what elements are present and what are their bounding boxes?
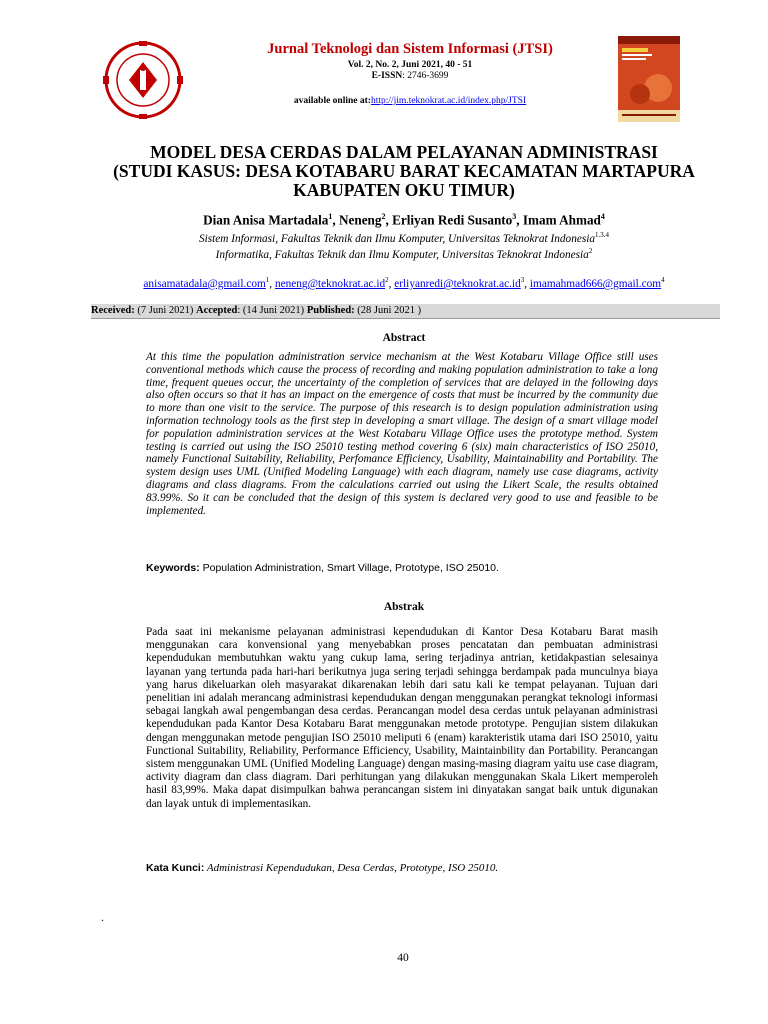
author-index: 3: [512, 212, 517, 221]
journal-name: Jurnal Teknologi dan Sistem Informasi (JTSI): [267, 41, 553, 57]
kata-kunci-label: Kata Kunci:: [146, 862, 205, 874]
author-name: Imam Ahmad: [522, 212, 601, 228]
author-list: Dian Anisa Martadala$^1$, Neneng$^2$, Erliyan Redi Susanto$^3$, Imam Ahmad$^4$: [203, 212, 605, 228]
journal-availability: [230, 96, 590, 106]
accepted-date: : (14 Juni 2021): [237, 305, 307, 316]
abstract-heading: Abstract: [382, 332, 426, 344]
journal-eissn: E-ISSN: 2746-3699: [371, 71, 449, 81]
article-title: [70, 143, 738, 200]
submission-dates-bar: [91, 304, 720, 319]
author-index: 2: [381, 212, 386, 221]
email-link[interactable]: erliyanredi@teknokrat.ac.id: [394, 277, 521, 290]
available-label: available online at:: [293, 96, 371, 106]
published-label: Published:: [306, 305, 355, 316]
received-label: Received:: [91, 305, 135, 316]
author-index: 1: [328, 212, 333, 221]
email-link[interactable]: imamahmad666@gmail.com: [529, 277, 662, 290]
email-link[interactable]: anisamatadala@gmail.com: [143, 277, 266, 290]
received-date: (7 Juni 2021): [134, 305, 196, 316]
affiliation-1: Sistem Informasi, Fakultas Teknik dan Ilmu Komputer, Universitas Teknokrat Indonesia$^{1.3.4}$: [198, 231, 610, 245]
affiliation-2: Informatika, Fakultas Teknik dan Ilmu Komputer, Universitas Teknokrat Indonesia$^2$: [215, 247, 593, 261]
author-name: Dian Anisa Martadala: [203, 212, 329, 228]
university-logo: [93, 40, 193, 120]
author-emails: anisamatadala@gmail.com$^1$, $neneng@teknokrat.ac.id^2$, $erliyanredi@teknokrat.ac.id^3$, imamahmad666@gmail.com$^4$: [143, 276, 665, 290]
journal-url-link[interactable]: http://jim.teknokrat.ac.id/index.php/JTSI: [370, 96, 527, 106]
author-name: Neneng: [338, 212, 382, 228]
stray-mark: .: [101, 910, 104, 924]
journal-meta: [230, 60, 590, 82]
title-line-3: KABUPATEN OKU TIMUR): [293, 180, 515, 200]
abstrak-heading: Abstrak: [383, 601, 425, 613]
journal-volume: Vol. 2, No. 2, Juni 2021, 40 - 51: [347, 60, 473, 70]
journal-cover-image: [618, 36, 680, 122]
author-name: Erliyan Redi Susanto: [392, 212, 513, 228]
accepted-label: Accepted: [195, 305, 238, 316]
abstract-body: At this time the population administration service mechanism at the West Kotabaru Village Office still uses conventional methods which cause the process of recording and making population administration to take a long time, frequent queues occur, the uncertainty of the completion of services that are delayed in the following days also often occurs so that it has an impact on the emergence of costs that must be incurred by the community due to more than one visit to the service. The purpose of this research is to design population administration using information technology tools as the first step in developing a smart village. The design of a smart village model for population administration services at the West Kotabaru Village Office uses the prototype method. System testing is carried out using the ISO 25010 testing method covering 6 (six) main characteristics of ISO 25010, namely Functional Suitability, Reliability, Perfomance Efficiency, Usability, Maintainability and Portability. The system design uses UML (Unified Modeling Language) with each diagram, namely use case diagrams, activity diagrams and class diagrams. From the calculations carried out using the Likert Scale, the results obtained 83.99%. So it can be concluded that the design of this system is declared very good to use and feasible to be implemented.: [146, 351, 658, 517]
title-line-2: (STUDI KASUS: DESA KOTABARU BARAT KECAMATAN MARTAPURA: [113, 161, 695, 181]
published-date: (28 Juni 2021 ): [354, 305, 422, 316]
keywords: [146, 562, 666, 574]
keywords-label: Keywords:: [146, 562, 200, 574]
email-link[interactable]: neneng@teknokrat.ac.id: [274, 277, 386, 290]
kata-kunci: [146, 862, 666, 874]
keywords-value: Population Administration, Smart Village, Prototype, ISO 25010.: [199, 562, 499, 574]
author-index: 4: [600, 212, 605, 221]
kata-kunci-value: Administrasi Kependudukan, Desa Cerdas, Prototype, ISO 25010.: [204, 862, 499, 874]
logo-emblem: [129, 62, 157, 98]
page-number: 40: [397, 952, 409, 964]
title-line-1: MODEL DESA CERDAS DALAM PELAYANAN ADMINISTRASI: [150, 142, 658, 162]
abstrak-body: Pada saat ini mekanisme pelayanan administrasi kependudukan di Kantor Desa Kotabaru Barat masih menggunakan cara konvensional yang menyebabkan proses pencatatan dan pembuatan administrasi kependudukan membutuhkan waktu yang cukup lama, sering terjadinya antrian, ketidakpastian selesainya layanan yang tertunda pada hari-hari berikutnya juga sering terjadi sehingga berdampak pada munculnya biaya yang harus dikeluarkan oleh masyarakat dikarenakan lebih dari satu kali ke tempat pelayanan. Tujuan dari penelitian ini adalah merancang administrasi kependudukan dengan menggunakan perangkat teknologi informasi sebagai langkah awal pengembangan desa cerdas. Perancangan model desa cerdas untuk pelayanan administrasi kependudukan pada Kantor Desa Kotabaru Barat menggunakan metode prototype. Pengujian sistem dilakukan dengan menggunakan metode pengujian ISO 25010 meliputi 6 (enam) karakteristik utama dari ISO 25010, yaitu Functional Suitability, Reliability, Performance Efficiency, Usability, Maintainbility dan Portability. Perancangan sistem menggunakan UML (Unified Modeling Language) dengan masing-masing diagram yaitu use case diagram, activity diagram dan class diagram. Dari perhitungan yang dilakukan menggunakan Skala Likert memperoleh hasil 83,99%. Maka dapat disimpulkan bahwa perancangan sistem ini dinyatakan sangat baik untuk digunakan dan layak untuk di implementasikan.: [146, 626, 658, 810]
